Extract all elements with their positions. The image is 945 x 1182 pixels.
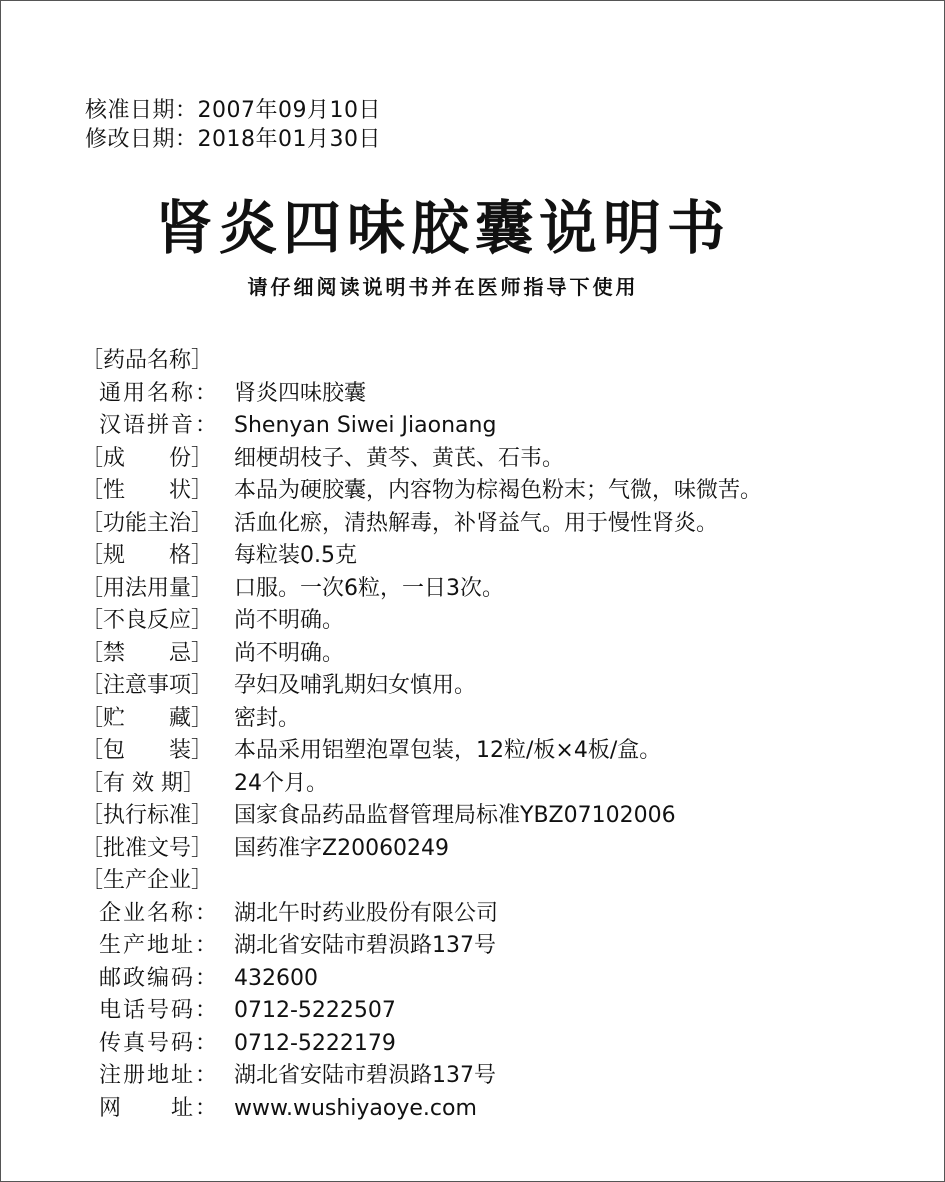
company-name-value: 湖北午时药业股份有限公司 bbox=[234, 900, 499, 926]
document-subtitle: 请仔细阅读说明书并在医师指导下使用 bbox=[247, 275, 639, 299]
packaging-label: ［包 装］ bbox=[81, 738, 214, 763]
shelf-life-row bbox=[81, 768, 921, 801]
postal-code-row bbox=[81, 963, 921, 996]
storage-value: 密封。 bbox=[234, 705, 301, 731]
description-value: 本品为硬胶囊，内容物为棕褐色粉末；气微，味微苦。 bbox=[234, 478, 763, 503]
company-name-label: 企业名称： bbox=[99, 900, 220, 926]
website-label: 网 址： bbox=[99, 1095, 220, 1121]
description-row bbox=[81, 475, 921, 508]
fax-number-row bbox=[81, 1028, 921, 1061]
revision-date: 修改日期：2018年01月30日 bbox=[85, 127, 381, 152]
adverse-reactions-value: 尚不明确。 bbox=[234, 608, 345, 633]
company-name-row bbox=[81, 898, 921, 931]
indications-value: 活血化瘀，清热解毒，补肾益气。用于慢性肾炎。 bbox=[234, 510, 719, 536]
shelf-life-label: ［有 效 期］ bbox=[81, 770, 205, 796]
packaging-value: 本品采用铝塑泡罩包装，12粒/板×4板/盒。 bbox=[234, 738, 662, 763]
date-block bbox=[85, 96, 381, 154]
postal-code-value: 432600 bbox=[234, 965, 318, 991]
phone-number-row bbox=[81, 995, 921, 1028]
description-label: ［性 状］ bbox=[81, 478, 214, 503]
phone-number-value: 0712-5222507 bbox=[234, 998, 396, 1023]
pinyin-name-label: 汉语拼音： bbox=[99, 413, 220, 438]
standard-label: ［执行标准］ bbox=[81, 803, 214, 828]
precautions-value: 孕妇及哺乳期妇女慎用。 bbox=[234, 673, 477, 698]
shelf-life-value: 24个月。 bbox=[234, 770, 328, 796]
specification-label: ［规 格］ bbox=[81, 543, 214, 568]
specification-row bbox=[81, 540, 921, 573]
approval-number-value: 国药准字Z20060249 bbox=[234, 835, 450, 861]
registered-address-value: 湖北省安陆市碧涢路137号 bbox=[234, 1063, 496, 1088]
contraindications-row bbox=[81, 638, 921, 671]
contraindications-label: ［禁 忌］ bbox=[81, 640, 214, 666]
document-title: 肾炎四味胶囊说明书 bbox=[154, 194, 731, 262]
ingredients-row bbox=[81, 443, 921, 476]
precautions-row bbox=[81, 670, 921, 703]
production-address-row bbox=[81, 930, 921, 963]
fax-number-value: 0712-5222179 bbox=[234, 1030, 396, 1056]
section-manufacturer-label: ［生产企业］ bbox=[81, 868, 214, 893]
website-row bbox=[81, 1093, 921, 1126]
registered-address-label: 注册地址： bbox=[99, 1063, 220, 1088]
indications-label: ［功能主治］ bbox=[81, 510, 214, 536]
leaflet-body bbox=[81, 345, 921, 1125]
pinyin-name-value: Shenyan Siwei Jiaonang bbox=[234, 413, 497, 438]
storage-row bbox=[81, 703, 921, 736]
specification-value: 每粒装0.5克 bbox=[234, 543, 357, 568]
section-manufacturer-row bbox=[81, 865, 921, 898]
generic-name-row bbox=[81, 378, 921, 411]
adverse-reactions-label: ［不良反应］ bbox=[81, 608, 214, 633]
dosage-row bbox=[81, 573, 921, 606]
generic-name-label: 通用名称： bbox=[99, 380, 220, 406]
packaging-row bbox=[81, 735, 921, 768]
approval-number-label: ［批准文号］ bbox=[81, 835, 214, 861]
fax-number-label: 传真号码： bbox=[99, 1030, 220, 1056]
contraindications-value: 尚不明确。 bbox=[234, 640, 345, 666]
standard-value: 国家食品药品监督管理局标准YBZ07102006 bbox=[234, 803, 676, 828]
storage-label: ［贮 藏］ bbox=[81, 705, 214, 731]
website-value: www.wushiyaoye.com bbox=[234, 1095, 477, 1121]
dosage-label: ［用法用量］ bbox=[81, 575, 214, 601]
section-drug-name-row bbox=[81, 345, 921, 378]
production-address-label: 生产地址： bbox=[99, 933, 220, 958]
registered-address-row bbox=[81, 1060, 921, 1093]
approval-number-row bbox=[81, 833, 921, 866]
generic-name-value: 肾炎四味胶囊 bbox=[234, 380, 367, 406]
pinyin-name-row bbox=[81, 410, 921, 443]
standard-row bbox=[81, 800, 921, 833]
production-address-value: 湖北省安陆市碧涢路137号 bbox=[234, 933, 496, 958]
phone-number-label: 电话号码： bbox=[99, 998, 220, 1023]
postal-code-label: 邮政编码： bbox=[99, 965, 220, 991]
dosage-value: 口服。一次6粒，一日3次。 bbox=[234, 575, 504, 601]
indications-row bbox=[81, 508, 921, 541]
precautions-label: ［注意事项］ bbox=[81, 673, 214, 698]
section-drug-name-label: ［药品名称］ bbox=[81, 348, 214, 373]
ingredients-label: ［成 份］ bbox=[81, 445, 214, 471]
approval-date: 核准日期：2007年09月10日 bbox=[85, 98, 381, 123]
adverse-reactions-row bbox=[81, 605, 921, 638]
ingredients-value: 细梗胡枝子、黄芩、黄芪、石韦。 bbox=[234, 445, 565, 471]
